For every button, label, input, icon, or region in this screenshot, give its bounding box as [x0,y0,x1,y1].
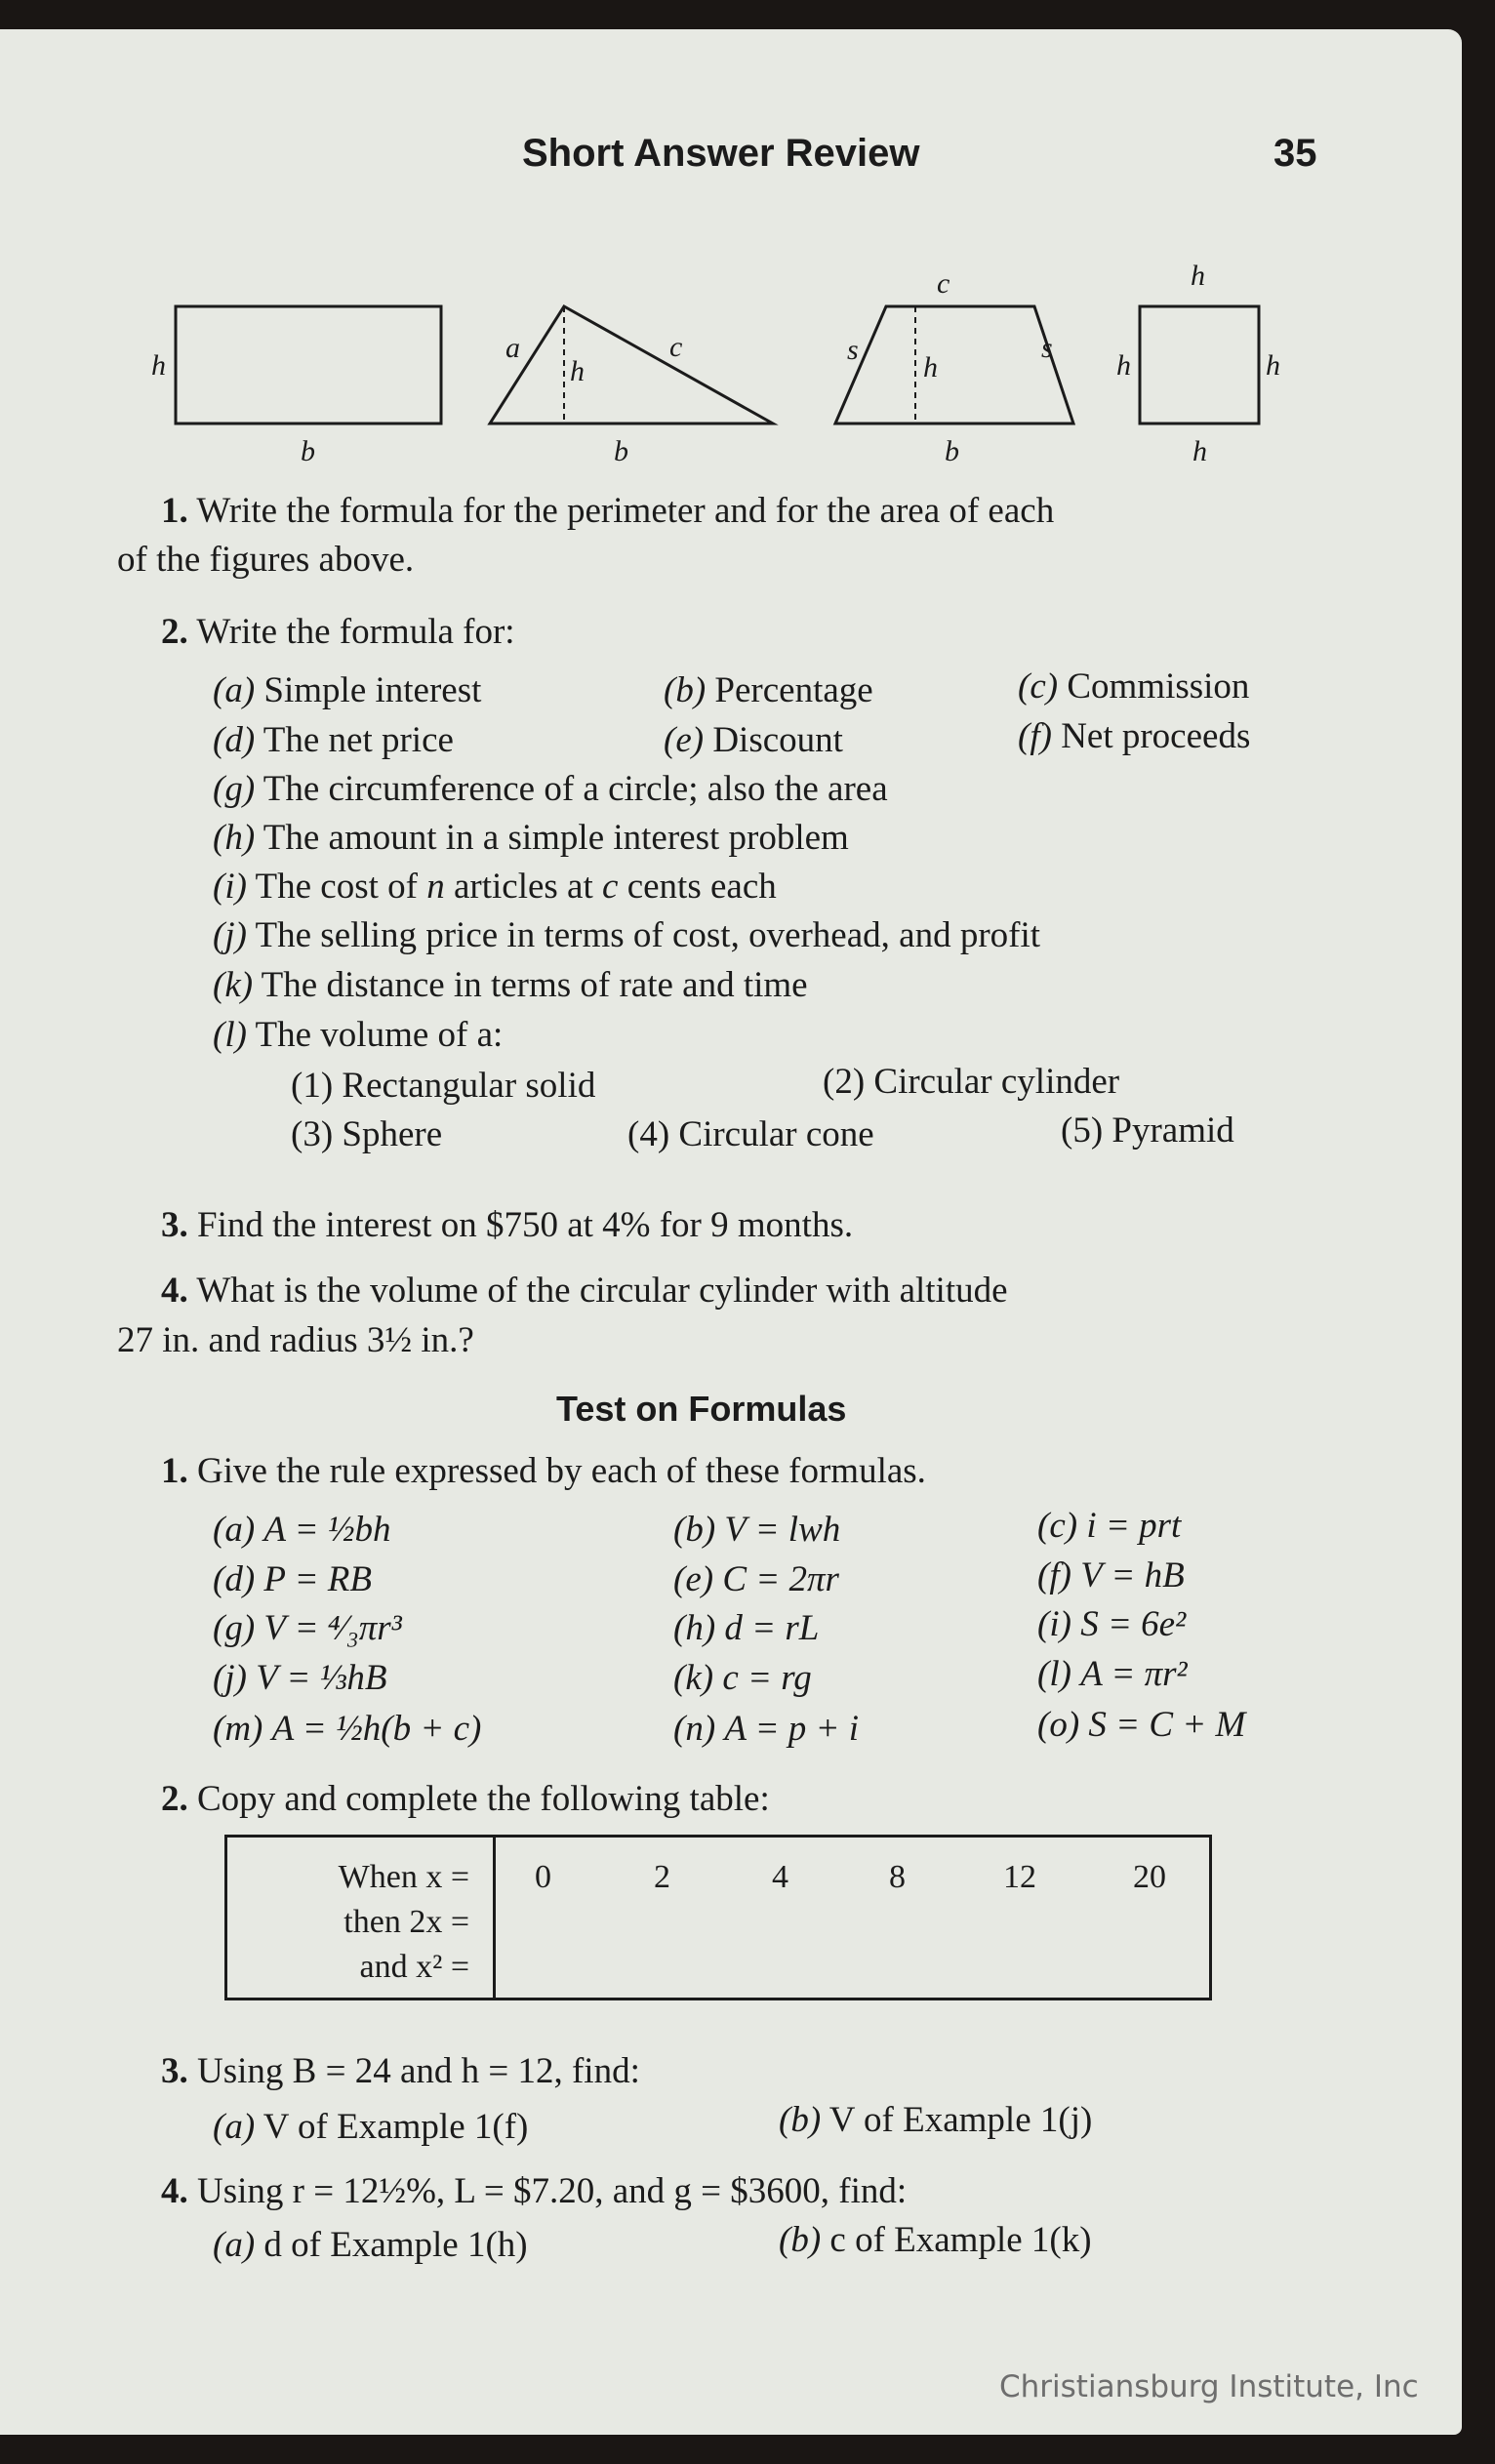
q2-item-d-text: The net price [263,720,454,760]
formula-m-label: (m) [213,1709,263,1749]
q2-item-f [1018,711,1250,762]
q2-item-j [213,910,1040,961]
test-q4-text: Using r = 12½%, L = $7.20, and g = $3600, find: [197,2171,908,2211]
square-figure [1140,306,1259,424]
q2-subitem-2-text: Circular cylinder [873,1062,1120,1102]
trapezoid-figure [835,306,1073,424]
formula-b [673,1505,840,1555]
test-q3-part-a [213,2102,528,2153]
rectangle-figure [176,306,441,424]
q2-item-a-text: Simple interest [263,670,482,710]
q2-item-k-text: The distance in terms of rate and time [261,965,808,1005]
q2-subitem-4-label: (4) [627,1114,670,1154]
test-question-3 [161,2046,640,2097]
formula-a-expr: A = ½bh [263,1510,391,1550]
rectangle-label-b: b [301,435,315,467]
test-q3-part-b-text: V of Example 1(j) [828,2100,1093,2140]
q2-item-l-label: (l) [213,1015,247,1055]
formula-m [213,1704,481,1755]
test-q1-text: Give the rule expressed by each of these formulas. [197,1451,926,1491]
formula-j-expr: V = ⅓hB [256,1658,387,1698]
q2-item-d-label: (d) [213,720,256,760]
table-row-label-x2: and x² = [359,1949,469,1985]
q2-subitem-1 [291,1061,595,1111]
square-label-top: h [1191,260,1205,292]
formula-h-expr: d = rL [724,1608,820,1648]
q2-text: Write the formula for: [196,612,515,652]
q2-item-e [664,715,843,766]
formula-g-expr: V = ⁴⁄₃πr³ [263,1608,402,1648]
formula-l-label: (l) [1037,1654,1071,1694]
table-row-label-x: When x = [338,1859,469,1895]
q2-item-g-text: The circumference of a circle; also the area [263,769,888,809]
formula-k-expr: c = rg [722,1658,812,1698]
q2-item-g [213,764,888,815]
test-question-2 [161,1774,770,1825]
q2-subitem-3-text: Sphere [342,1114,443,1154]
formula-j [213,1653,386,1704]
formula-n-expr: A = p + i [724,1709,860,1749]
test-q3-part-b-label: (b) [779,2100,822,2140]
q2-item-i-label: (i) [213,867,247,907]
formula-e-label: (e) [673,1559,714,1599]
trapezoid-label-b: b [945,435,959,467]
test-q4-part-a [213,2220,528,2271]
formula-e [673,1555,839,1605]
formula-c-label: (c) [1037,1506,1078,1546]
triangle-figure [490,306,773,424]
q2-subitem-3 [291,1110,442,1160]
test-q3-part-a-text: V of Example 1(f) [263,2107,529,2147]
formula-b-label: (b) [673,1510,716,1550]
formula-l [1037,1649,1188,1700]
q2-subitem-4-text: Circular cone [678,1114,874,1154]
table-value: 2 [654,1859,670,1895]
q2-item-i-var-n: n [426,867,445,907]
rectangle-label-h: h [151,349,166,382]
q1-text-line2: of the figures above. [117,540,415,580]
geometry-figures [137,256,1288,475]
test-q3-part-a-label: (a) [213,2107,256,2147]
test-q4-part-a-text: d of Example 1(h) [263,2225,528,2265]
q1-number: 1. [161,491,188,531]
formula-g-label: (g) [213,1608,256,1648]
square-label-right: h [1266,349,1280,382]
q2-subitem-5-label: (5) [1061,1111,1104,1151]
page-number: 35 [1273,132,1317,175]
table-value: 20 [1133,1859,1166,1895]
book-page [0,29,1462,2435]
formula-o-expr: S = C + M [1088,1705,1246,1745]
test-q4-part-b-text: c of Example 1(k) [829,2220,1092,2260]
formula-i-label: (i) [1037,1604,1071,1644]
q2-subitem-4 [627,1110,874,1160]
test-q4-part-b [779,2215,1092,2266]
q2-item-h-label: (h) [213,818,256,858]
triangle-label-a: a [505,332,520,364]
formula-i-expr: S = 6e² [1080,1604,1187,1644]
formula-f-expr: V = hB [1080,1555,1185,1596]
table-value: 12 [1003,1859,1036,1895]
q2-item-k-label: (k) [213,965,254,1005]
q3-text: Find the interest on $750 at 4% for 9 months. [197,1205,854,1245]
q2-item-i-text-mid: articles at [444,867,603,907]
q2-item-k [213,960,808,1011]
q2-item-f-text: Net proceeds [1061,716,1251,756]
formula-f [1037,1551,1185,1601]
formula-o-label: (o) [1037,1705,1080,1745]
trapezoid-label-c: c [937,267,950,300]
formula-k [673,1653,812,1704]
table-value: 4 [772,1859,788,1895]
test-question-4 [161,2166,907,2217]
watermark: Christiansburg Institute, Inc [999,2369,1419,2404]
question-1 [161,486,1054,537]
test-q2-number: 2. [161,1779,188,1819]
q2-item-i-text-pre: The cost of [255,867,427,907]
question-4 [161,1266,1008,1316]
table-value: 8 [889,1859,906,1895]
question-2 [161,607,515,658]
formula-m-expr: A = ½h(b + c) [271,1709,482,1749]
table-divider [493,1838,496,1998]
q2-item-b-label: (b) [664,670,707,710]
q2-subitem-1-text: Rectangular solid [342,1066,596,1106]
formula-o [1037,1700,1245,1751]
test-question-1 [161,1446,926,1497]
formula-l-expr: A = πr² [1080,1654,1188,1694]
triangle-label-h: h [570,355,585,387]
q2-item-i [213,862,777,912]
q2-item-f-label: (f) [1018,716,1052,756]
q2-item-b [664,666,873,716]
q2-item-j-text: The selling price in terms of cost, overhead, and profit [255,915,1041,955]
q2-item-l-text: The volume of a: [255,1015,504,1055]
formula-i [1037,1599,1186,1650]
q2-item-c-label: (c) [1018,666,1059,707]
formula-n-label: (n) [673,1709,716,1749]
q2-item-g-label: (g) [213,769,256,809]
q4-number: 4. [161,1271,188,1311]
formula-j-label: (j) [213,1658,247,1698]
test-q3-number: 3. [161,2051,188,2091]
test-q2-text: Copy and complete the following table: [197,1779,770,1819]
q2-item-d [213,715,454,766]
formula-h-label: (h) [673,1608,716,1648]
section-title: Test on Formulas [556,1389,847,1429]
formula-h [673,1603,819,1654]
q1-text-line1: Write the formula for the perimeter and for the area of each [196,491,1055,531]
q2-item-j-label: (j) [213,915,247,955]
test-q4-number: 4. [161,2171,188,2211]
formula-e-expr: C = 2πr [722,1559,839,1599]
q2-item-e-label: (e) [664,720,705,760]
trapezoid-label-s-right: s [1041,332,1053,364]
q2-subitem-1-label: (1) [291,1066,334,1106]
q2-item-h-text: The amount in a simple interest problem [263,818,849,858]
table-row-label-2x: then 2x = [343,1904,469,1940]
test-q3-part-b [779,2095,1092,2146]
q2-item-b-text: Percentage [714,670,873,710]
formula-c-expr: i = prt [1086,1506,1182,1546]
q2-item-i-text-post: cents each [618,867,777,907]
formula-c [1037,1501,1181,1552]
test-q4-part-a-label: (a) [213,2225,256,2265]
q2-subitem-5 [1061,1106,1234,1156]
q2-number: 2. [161,612,188,652]
square-label-left: h [1116,349,1131,382]
triangle-label-b: b [614,435,628,467]
q4-text-line2: 27 in. and radius 3½ in.? [117,1320,474,1360]
q2-item-h [213,813,849,864]
formula-d-expr: P = RB [263,1559,373,1599]
q2-subitem-2 [823,1057,1119,1108]
q3-number: 3. [161,1205,188,1245]
table-value: 0 [535,1859,551,1895]
q2-item-c [1018,662,1249,712]
formula-f-label: (f) [1037,1555,1071,1596]
q2-item-a-label: (a) [213,670,256,710]
running-title: Short Answer Review [522,132,920,175]
q2-subitem-5-text: Pyramid [1111,1111,1234,1151]
q2-item-c-text: Commission [1067,666,1250,707]
question-3 [161,1200,853,1251]
test-q4-part-b-label: (b) [779,2220,822,2260]
square-label-bottom: h [1192,435,1207,467]
q2-item-l [213,1010,503,1061]
q2-item-i-var-c: c [602,867,619,907]
q2-item-a [213,666,481,716]
figures-svg [137,256,1288,475]
formula-a [213,1505,391,1555]
trapezoid-label-h: h [923,351,938,384]
q4-text-line1: What is the volume of the circular cylinder with altitude [196,1271,1008,1311]
values-table [224,1835,1212,2000]
q2-item-e-text: Discount [712,720,843,760]
formula-a-label: (a) [213,1510,256,1550]
triangle-label-c: c [669,331,683,363]
test-q1-number: 1. [161,1451,188,1491]
formula-d-label: (d) [213,1559,256,1599]
formula-k-label: (k) [673,1658,714,1698]
q2-subitem-2-label: (2) [823,1062,866,1102]
formula-d [213,1555,372,1605]
trapezoid-label-s-left: s [847,334,859,366]
formula-g [213,1603,402,1654]
formula-b-expr: V = lwh [724,1510,841,1550]
formula-n [673,1704,859,1755]
test-q3-text: Using B = 24 and h = 12, find: [197,2051,640,2091]
q2-subitem-3-label: (3) [291,1114,334,1154]
